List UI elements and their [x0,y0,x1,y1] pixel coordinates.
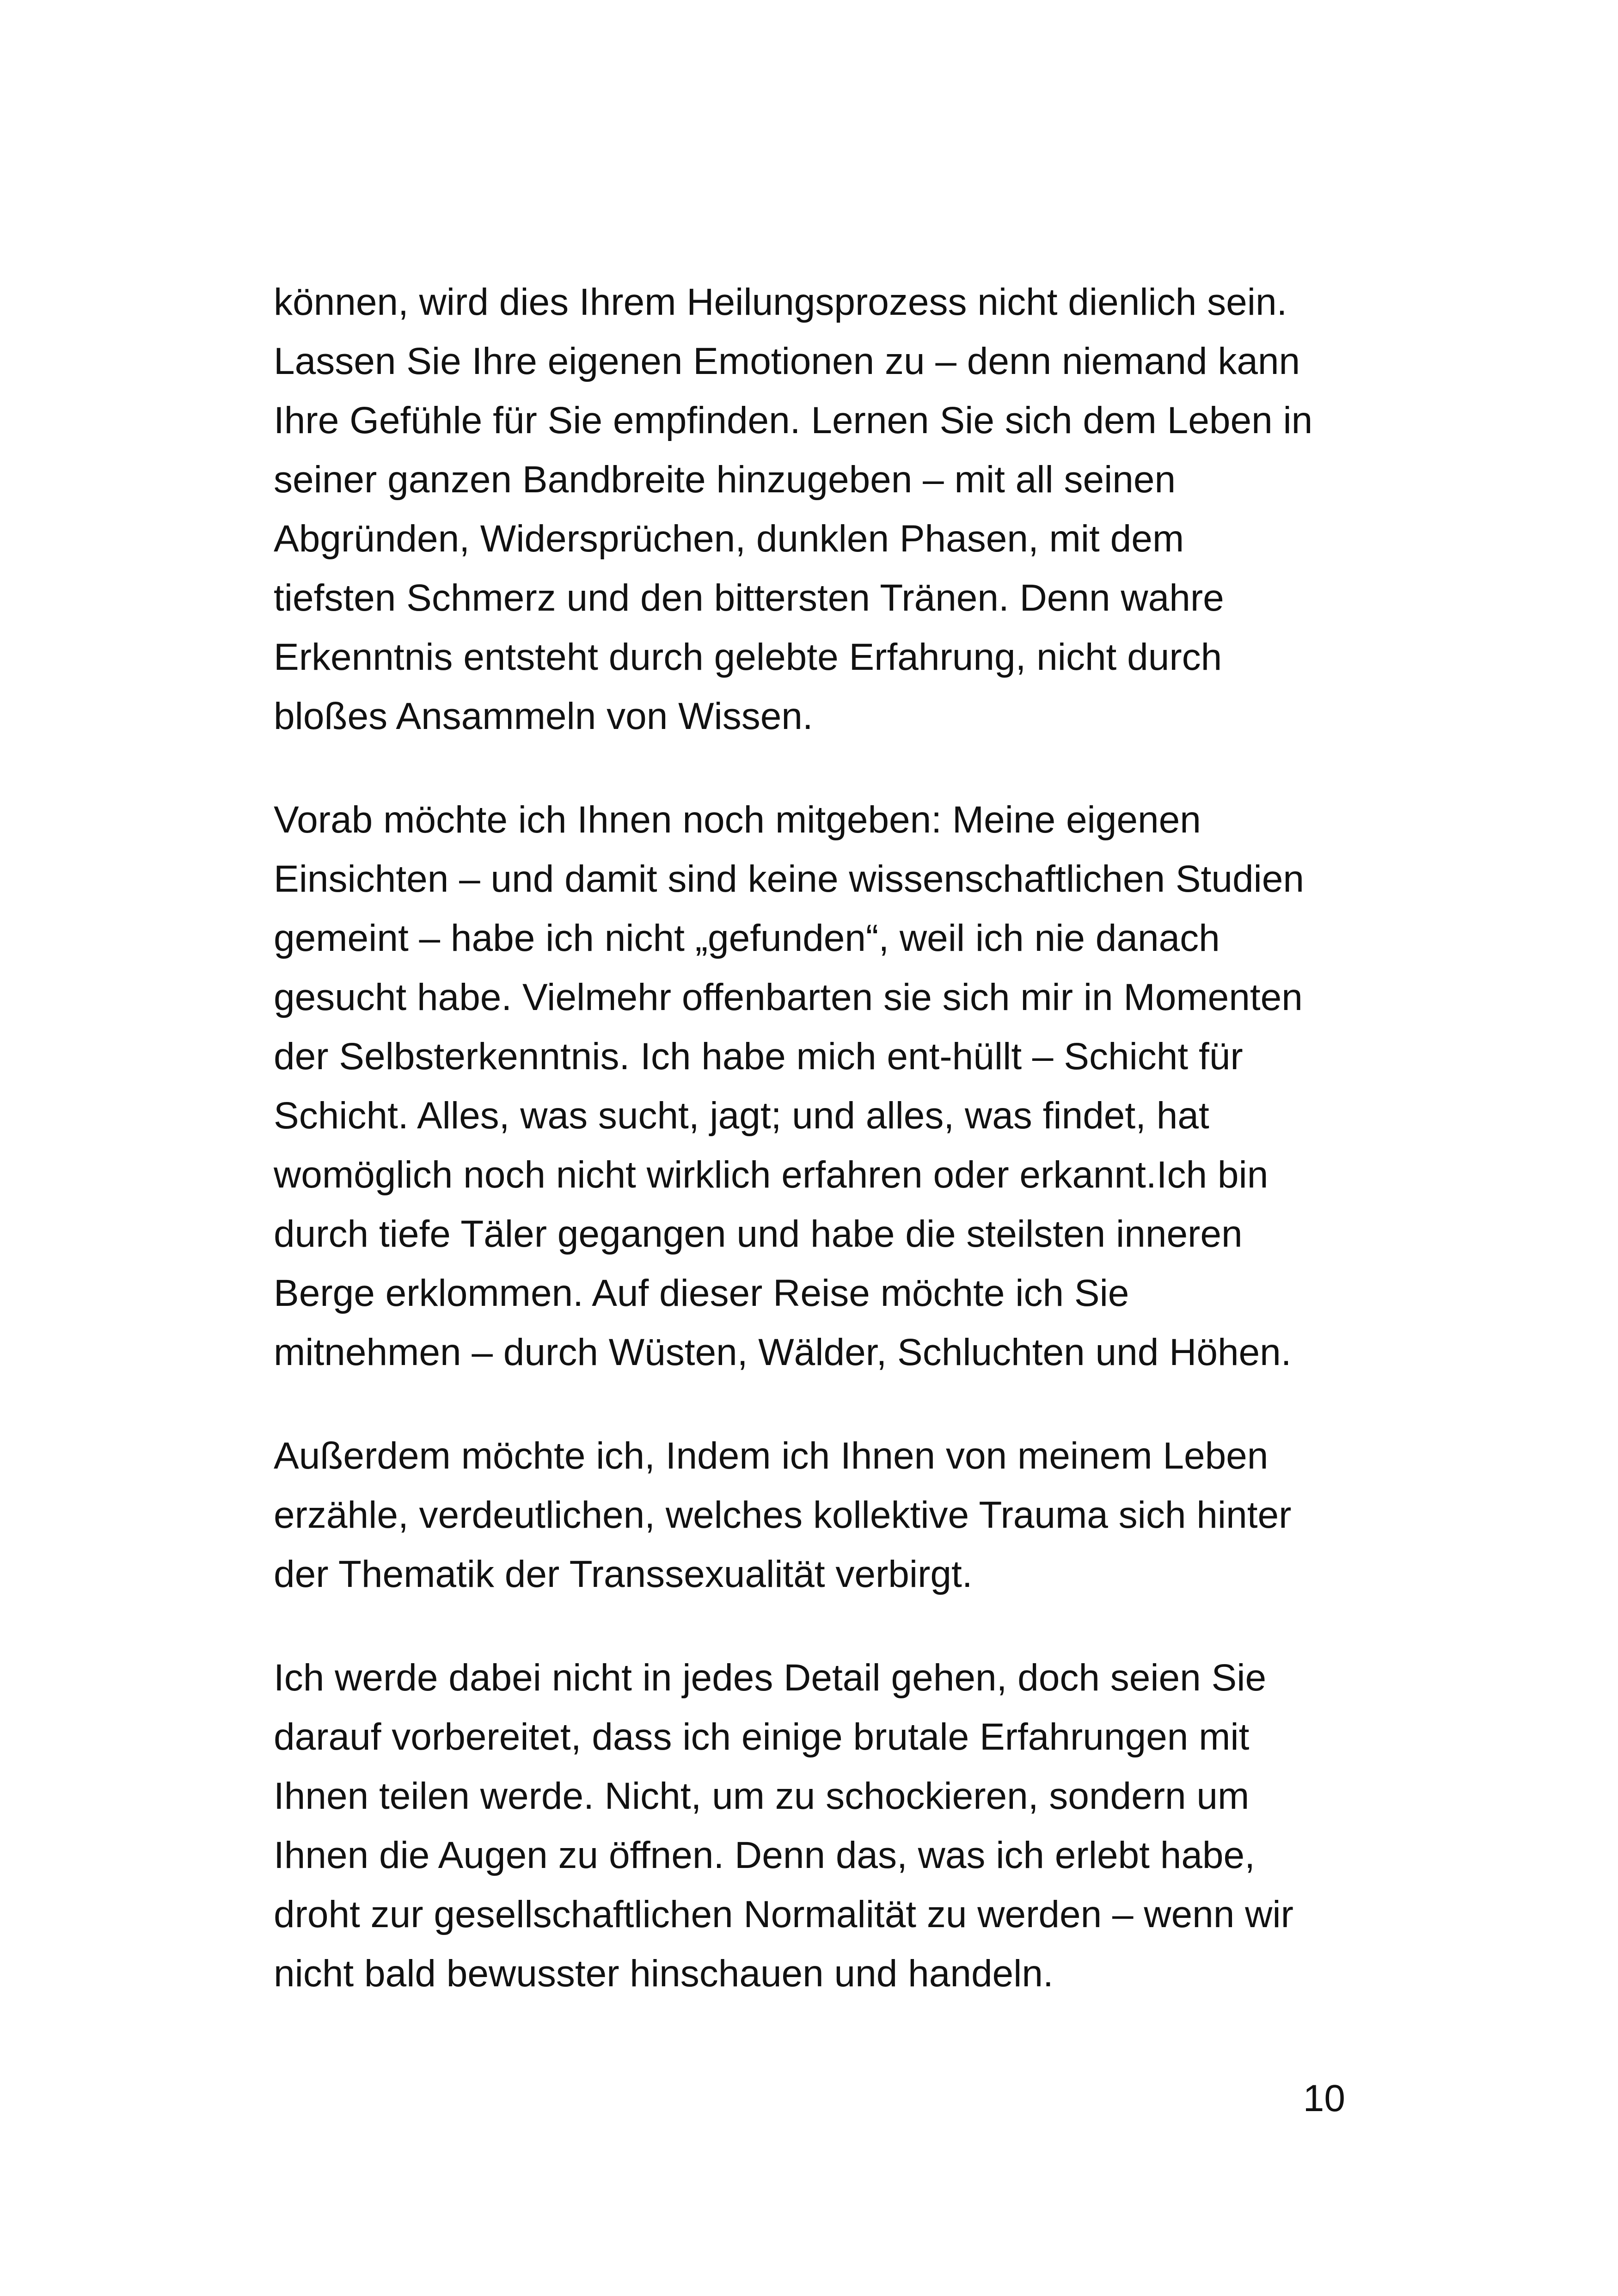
paragraph-2 [274,790,1374,1382]
body-text [274,273,1374,2048]
text-line: mitnehmen – durch Wüsten, Wälder, Schluchten und Höhen. [274,1331,1292,1373]
text-line: Ihre Gefühle für Sie empfinden. Lernen Sie sich dem Leben in [274,399,1313,441]
paragraph-1 [274,273,1374,746]
text-line: Außerdem möchte ich, Indem ich Ihnen von meinem Leben [274,1435,1269,1477]
text-line: Erkenntnis entsteht durch gelebte Erfahrung, nicht durch [274,636,1222,678]
text-line: Lassen Sie Ihre eigenen Emotionen zu – denn niemand kann [274,340,1300,382]
text-line: droht zur gesellschaftlichen Normalität zu werden – wenn wir [274,1893,1293,1935]
text-line: bloßes Ansammeln von Wissen. [274,695,813,737]
text-line: darauf vorbereitet, dass ich einige brutale Erfahrungen mit [274,1716,1250,1758]
text-line: seiner ganzen Bandbreite hinzugeben – mit all seinen [274,459,1176,501]
text-line: womöglich noch nicht wirklich erfahren oder erkannt.Ich bin [274,1154,1269,1196]
text-line: gemeint – habe ich nicht „gefunden“, weil ich nie danach [274,917,1220,959]
text-line: Berge erklommen. Auf dieser Reise möchte ich Sie [274,1272,1129,1314]
text-line: durch tiefe Täler gegangen und habe die steilsten inneren [274,1213,1243,1255]
text-line: Ihnen die Augen zu öffnen. Denn das, was ich erlebt habe, [274,1834,1255,1876]
text-line: Schicht. Alles, was sucht, jagt; und alles, was findet, hat [274,1095,1209,1137]
text-line: der Thematik der Transsexualität verbirgt. [274,1553,973,1595]
text-line: tiefsten Schmerz und den bittersten Tränen. Denn wahre [274,577,1224,619]
text-line: Ich werde dabei nicht in jedes Detail gehen, doch seien Sie [274,1657,1267,1699]
text-line: nicht bald bewusster hinschauen und handeln. [274,1953,1054,1995]
text-line: Abgründen, Widersprüchen, dunklen Phasen, mit dem [274,518,1184,560]
text-line: Einsichten – und damit sind keine wissenschaftlichen Studien [274,858,1304,900]
text-line: der Selbsterkenntnis. Ich habe mich ent-hüllt – Schicht für [274,1035,1243,1078]
text-line: erzähle, verdeutlichen, welches kollektive Trauma sich hinter [274,1494,1292,1536]
text-line: Ihnen teilen werde. Nicht, um zu schockieren, sondern um [274,1775,1250,1817]
page-number: 10 [1303,2077,1345,2119]
paragraph-4 [274,1648,1374,2003]
paragraph-3 [274,1427,1374,1604]
text-line: können, wird dies Ihrem Heilungsprozess nicht dienlich sein. [274,281,1287,323]
text-line: gesucht habe. Vielmehr offenbarten sie sich mir in Momenten [274,976,1303,1018]
text-line: Vorab möchte ich Ihnen noch mitgeben: Meine eigenen [274,799,1201,841]
